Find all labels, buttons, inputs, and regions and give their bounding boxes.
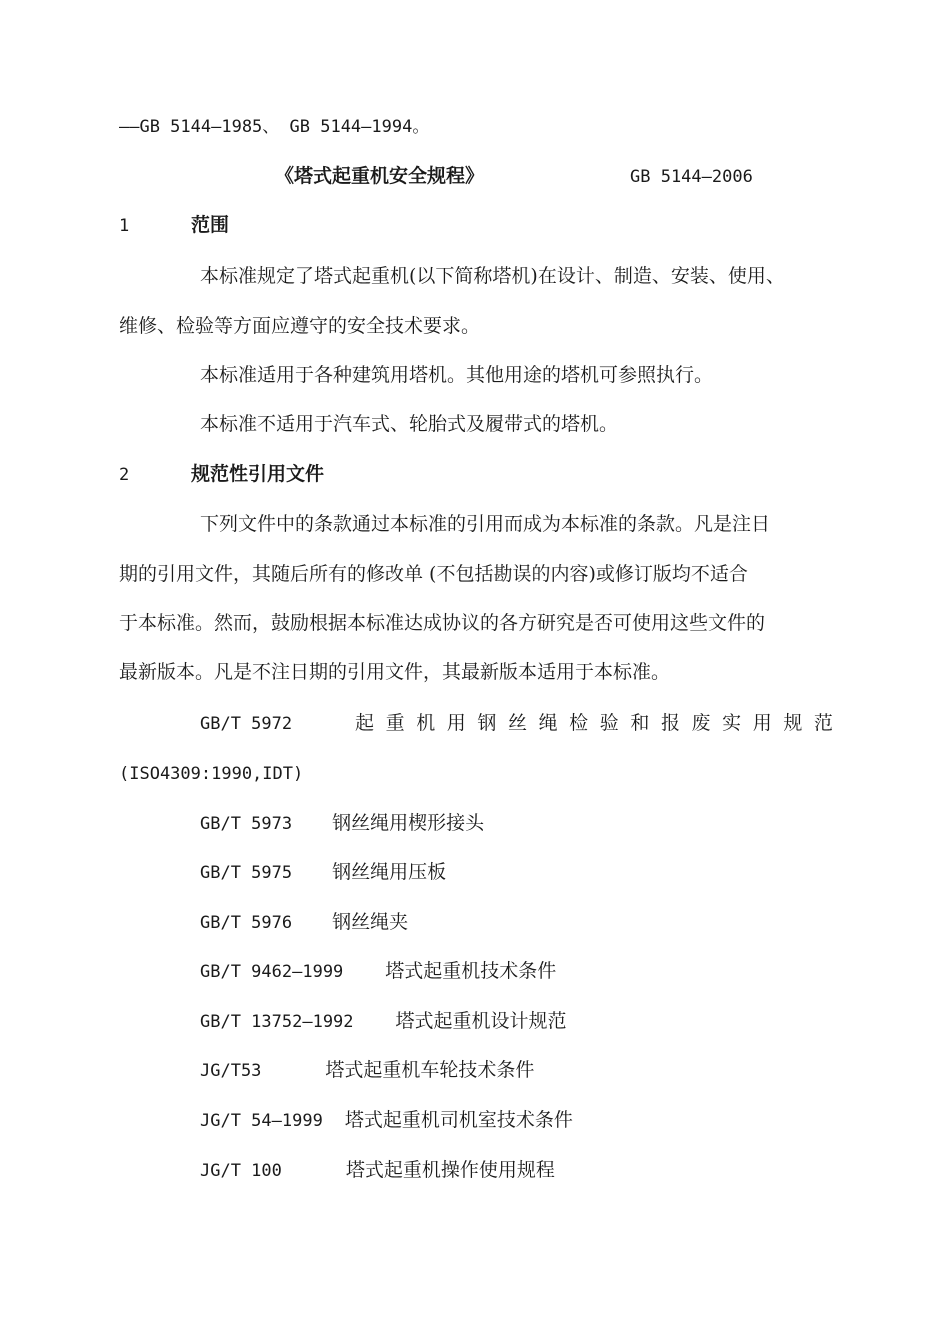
reference-title: 塔式起重机车轮技术条件 xyxy=(325,1059,535,1081)
reference-code: GB/T 9462—1999 xyxy=(200,962,344,982)
reference-title: 塔式起重机司机室技术条件 xyxy=(344,1109,573,1131)
paragraph-line: 本标准适用于各种建筑用塔机。其他用途的塔机可参照执行。 xyxy=(200,364,714,386)
reference-title: 起 重 机 用 钢 丝 绳 检 验 和 报 废 实 用 规 范 xyxy=(355,712,833,734)
reference-title: 塔式起重机技术条件 xyxy=(385,960,557,982)
reference-code: JG/T 54—1999 xyxy=(200,1111,323,1131)
reference-title: 钢丝绳用楔形接头 xyxy=(332,812,485,834)
reference-code: JG/T53 xyxy=(200,1061,262,1081)
reference-code: GB/T 5973 xyxy=(200,814,293,834)
reference-item xyxy=(200,859,446,886)
history-line: ——GB 5144—1985、 GB 5144—1994。 xyxy=(119,117,430,137)
doc-title: 《塔式起重机安全规程》 xyxy=(275,165,485,187)
reference-item xyxy=(200,1008,567,1035)
doc-code: GB 5144—2006 xyxy=(630,167,753,187)
reference-item xyxy=(200,909,408,936)
section-number: 2 xyxy=(119,465,130,485)
reference-code: GB/T 5975 xyxy=(200,863,293,883)
reference-title: 钢丝绳用压板 xyxy=(332,861,447,883)
reference-item xyxy=(200,1107,573,1134)
reference-code: JG/T 100 xyxy=(200,1161,282,1181)
paragraph-line: 期的引用文件，其随后所有的修改单 (不包括勘误的内容)或修订版均不适合 xyxy=(119,563,748,585)
reference-item xyxy=(200,1157,555,1184)
paragraph-line: 于本标准。然而，鼓励根据本标准达成协议的各方研究是否可使用这些文件的 xyxy=(119,612,766,634)
paragraph-line: 维修、检验等方面应遵守的安全技术要求。 xyxy=(119,315,481,337)
reference-suffix: (ISO4309:1990,IDT) xyxy=(119,764,304,784)
reference-code: GB/T 5972 xyxy=(200,714,293,734)
reference-item xyxy=(200,1057,534,1084)
section-heading: 范围 xyxy=(191,214,230,236)
reference-item xyxy=(200,958,556,985)
paragraph-line: 下列文件中的条款通过本标准的引用而成为本标准的条款。凡是注日 xyxy=(200,513,771,535)
reference-code: GB/T 13752—1992 xyxy=(200,1012,354,1032)
section-number: 1 xyxy=(119,216,130,236)
reference-title: 钢丝绳夹 xyxy=(332,911,409,933)
section-heading: 规范性引用文件 xyxy=(191,463,325,485)
reference-item xyxy=(200,810,484,837)
paragraph-line: 本标准规定了塔式起重机(以下简称塔机)在设计、制造、安装、使用、 xyxy=(200,265,785,287)
reference-title: 塔式起重机操作使用规程 xyxy=(345,1159,555,1181)
paragraph-line: 最新版本。凡是不注日期的引用文件，其最新版本适用于本标准。 xyxy=(119,661,671,683)
reference-code: GB/T 5976 xyxy=(200,913,293,933)
reference-title: 塔式起重机设计规范 xyxy=(395,1010,567,1032)
paragraph-line: 本标准不适用于汽车式、轮胎式及履带式的塔机。 xyxy=(200,413,619,435)
reference-item xyxy=(119,710,833,737)
